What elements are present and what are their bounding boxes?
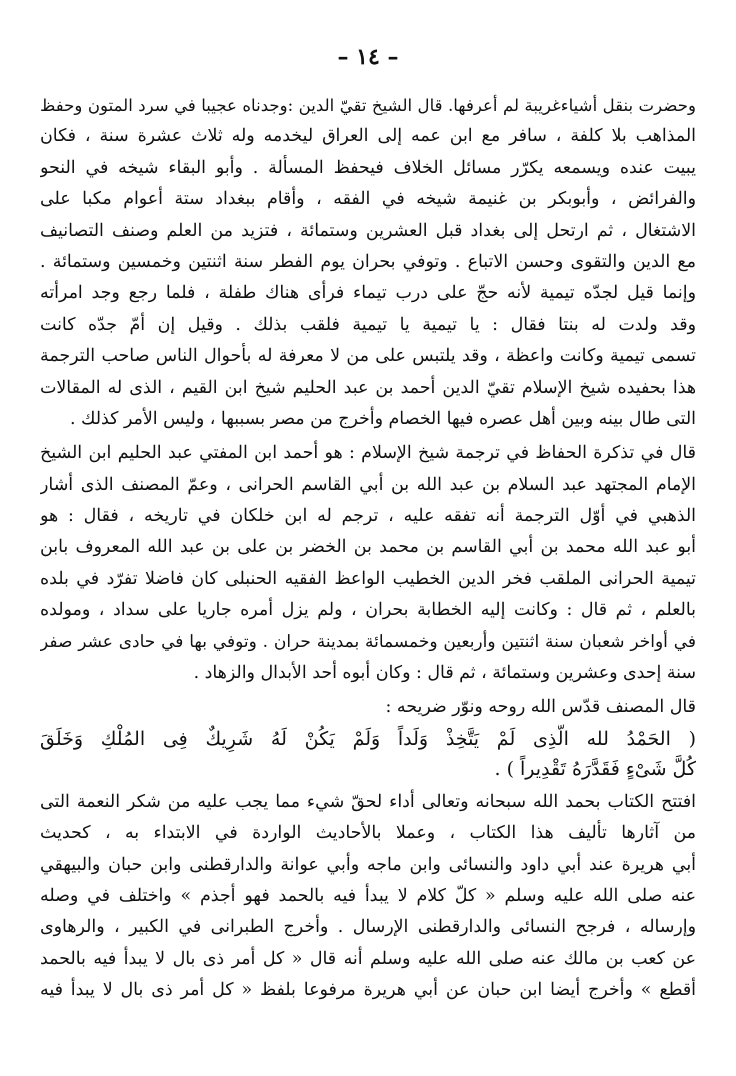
text-line: وحضرت بنقل أشياءغريبة لم أعرفها. قال الشيخ تقيّ الدين :وجدناه عجيبا في سرد المتون وحفظ: [40, 96, 696, 115]
text-line: افتتح الكتاب بحمد الله سبحانه وتعالى أداء لحقّ شيء مما يجب عليه من شكر النعمة التى: [40, 791, 696, 812]
text-line: أقطع » وأخرج أيضا ابن حبان عن أبي هريرة مرفوعا بلفظ « كل أمر ذى بال لا يبدأ فيه: [40, 980, 696, 1001]
paragraph-commentary: [40, 787, 696, 1007]
text-line: ( الحَمْدُ لله الَّذِى لَمْ يَتَّخِذْ وَلَداً وَلَمْ يَكُنْ لَهُ شَرِيكٌ فِى المُلْكِ وَخَلَقَ: [40, 727, 696, 750]
text-line: بالعلم ، ثم قال : وكانت إليه الخطابة بحران ، ولم يزل أمره جاريا على سداد ، ومولده: [40, 600, 696, 621]
text-line: من آثارها تأليف هذا الكتاب ، وعملا بالأحاديث الواردة في الابتداء به ، كحديث: [40, 823, 696, 844]
text-line: هذا بحفيده شيخ الإسلام تقيّ الدين أحمد بن عبد الحليم شيخ ابن القيم ، الذى له المقالات: [40, 377, 696, 398]
matn-quotation: [40, 724, 696, 784]
text-line: مع الدين والتقوى وحسن الاتباع . وتوفي بحران يوم الفطر سنة اثنتين وخمسين وستمائة .: [40, 251, 696, 272]
text-line: عن كعب بن مالك عنه صلى الله عليه وسلم أنه قال « كل أمر ذى بال لا يبدأ فيه بالحمد: [40, 948, 696, 969]
text-line: في أواخر شعبان سنة اثنتين وأربعين وخمسمائة بمدينة حران . وتوفي بها في حادى عشر صفر: [40, 631, 696, 652]
text-line: أبو عبد الله محمد بن أبي القاسم بن محمد بن الخضر بن على بن عبد الله المعروف بابن: [40, 537, 696, 558]
text-line: قال في تذكرة الحفاظ في ترجمة شيخ الإسلام : هو أحمد ابن المفتي عبد الحليم ابن الشيخ: [40, 443, 696, 464]
text-line: الإمام المجتهد عبد السلام بن عبد الله بن أبي القاسم الحرانى ، وعمّ المصنف الذى أشار: [40, 474, 696, 495]
text-line: يبيت عنده ويسمعه يكرّر مسائل الخلاف فيحفظ المسألة . وأبو البقاء شيخه في النحو: [40, 157, 696, 178]
text-line: تسمى تيمية وكانت واعظة ، وقد يلتبس على من لا معرفة له بأحوال الناس صاحب الترجمة: [40, 346, 696, 367]
paragraph-tadhkira: [40, 438, 696, 689]
paragraph-biography: [40, 90, 696, 435]
text-line: وقد ولدت له بنتا فقال : يا تيمية يا تيمية فلقب بذلك . وقيل إن أمّ جدّه كانت: [40, 314, 696, 335]
paragraph-author-intro: [40, 692, 696, 723]
page-number: – ١٤ –: [337, 44, 399, 70]
text-line: الذهبي في أوّل الترجمة أنه تفقه عليه ، ترجم له ابن خلكان في تاريخه ، فقال : هو: [40, 506, 696, 527]
text-line: تيمية الحرانى الملقب فخر الدين الخطيب الواعظ الفقيه الحنبلى كان فاضلا تفرّد في بلده: [40, 568, 696, 589]
text-line: الاشتغال ، ثم ارتحل إلى بغداد قبل العشرين وستمائة ، فتزيد من العلم وصنف التصانيف: [40, 220, 696, 241]
text-line: سنة إحدى وعشرين وستمائة ، ثم قال : وكان أبوه أحد الأبدال والزهاد .: [193, 663, 696, 684]
text-line: وإنما قيل لجدّه تيمية لأنه حجّ على درب تيماء فرأى هناك طفلة ، فلما رجع وجد امرأته: [40, 283, 696, 304]
text-line: أبي هريرة عند أبي داود والنسائى وابن ماجه وأبي عوانة والدارقطنى وابن حبان والبيهقي: [40, 854, 696, 875]
text-line: التى طال بينه وبين أهل عصره فيها الخصام وأخرج من مصر بسببها ، وليس الأمر كذلك .: [70, 408, 696, 429]
text-line: المذاهب بلا كلفة ، سافر مع ابن عمه إلى العراق ليخدمه وله ثلاث عشرة سنة ، فكان: [40, 126, 696, 147]
text-line: قال المصنف قدّس الله روحه ونوّر ضريحه :: [385, 697, 696, 718]
text-line: وإرساله ، فرجح النسائى والدارقطنى الإرسال . وأخرج الطبرانى في الكبير ، والرهاوى: [40, 917, 696, 938]
text-line: والفرائض ، وأبوبكر بن غنيمة شيخه في الفقه ، وأقام ببغداد ستة أعوام مكبا على: [40, 189, 696, 210]
text-line: عنه صلى الله عليه وسلم « كلّ كلام لا يبدأ فيه بالحمد فهو أجذم » واختلف في وصله: [40, 885, 696, 906]
page-body: [40, 90, 696, 1007]
text-line: كُلَّ شَىْءٍ فَقَدَّرَهُ تَقْدِيراً ) .: [494, 757, 696, 780]
